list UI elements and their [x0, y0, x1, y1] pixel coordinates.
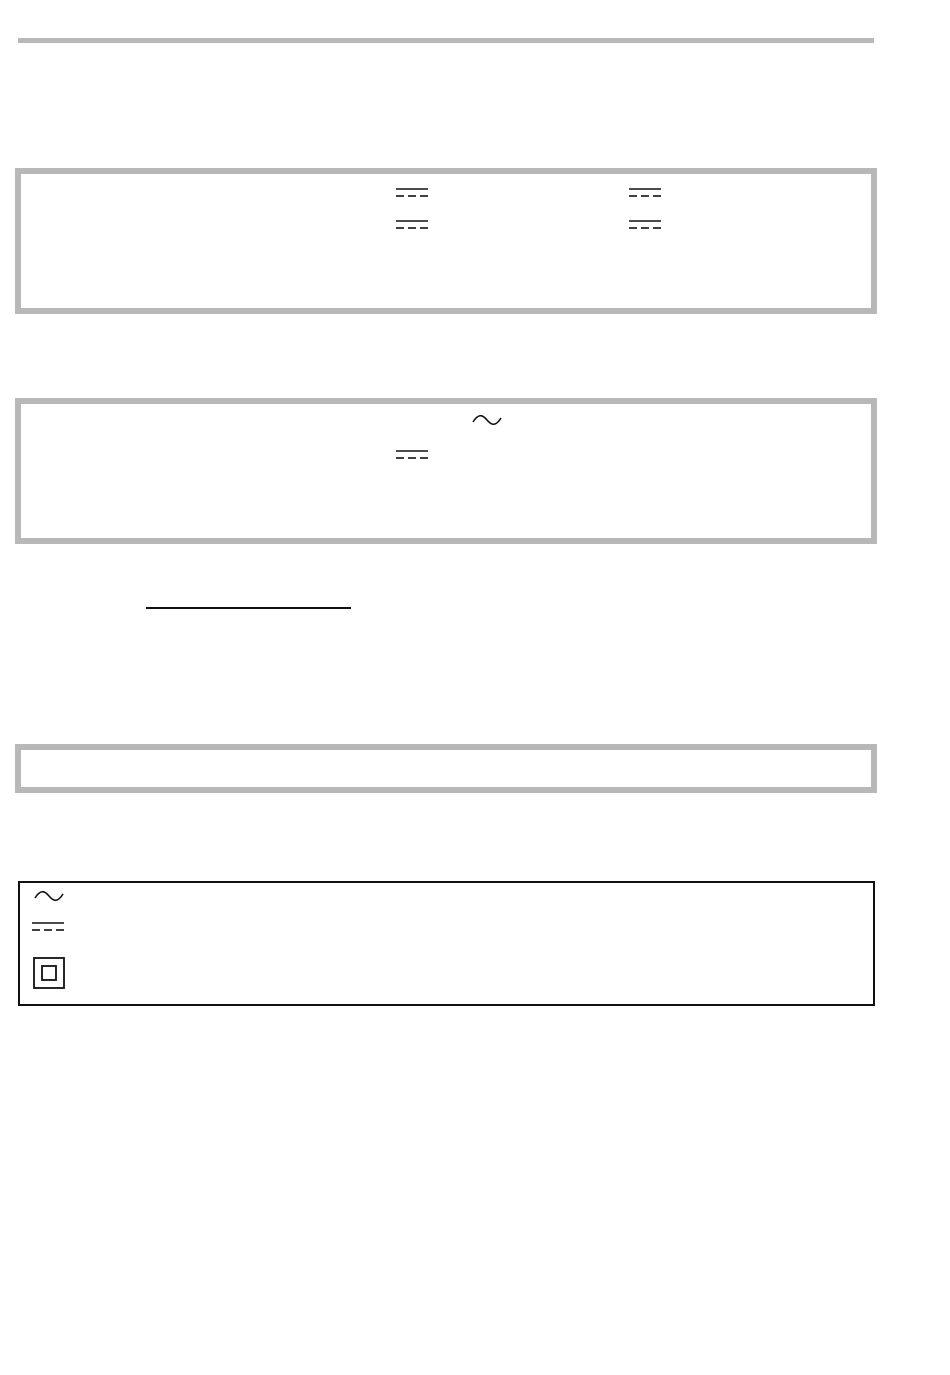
spec-box-2 [15, 398, 877, 544]
double-insulation-icon [33, 957, 65, 989]
ac-icon [34, 889, 64, 903]
dc-icon [629, 187, 663, 199]
dc-icon [396, 449, 430, 461]
symbol-legend [18, 881, 875, 1006]
underline-rule [146, 607, 351, 609]
dc-icon [629, 219, 663, 231]
dc-icon [396, 187, 430, 199]
spec-box-1 [15, 168, 877, 314]
dc-icon [396, 219, 430, 231]
dc-icon [32, 921, 66, 933]
note-box [15, 744, 877, 793]
ac-icon [472, 413, 502, 427]
top-divider [18, 38, 874, 43]
